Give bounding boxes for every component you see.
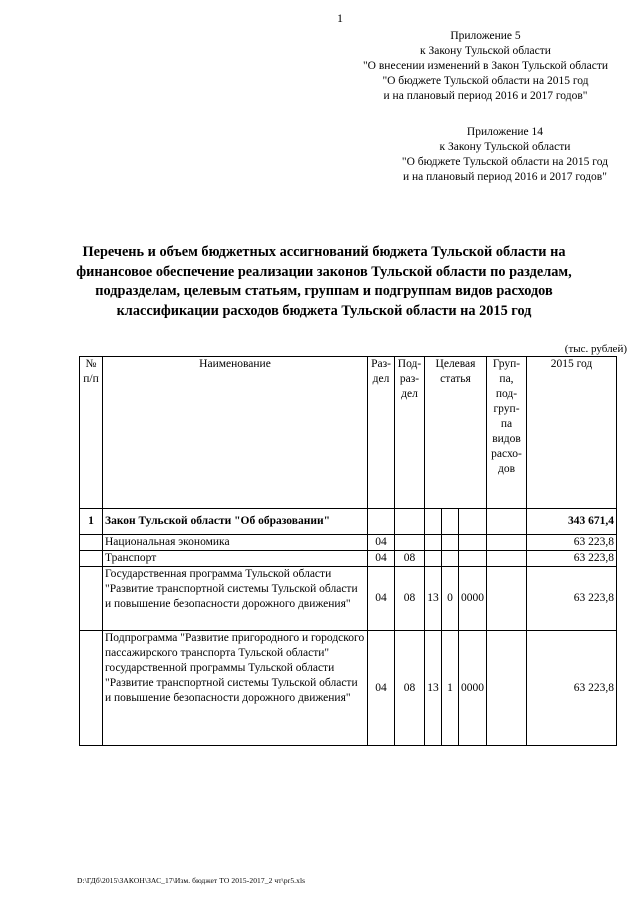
annex-line: "О бюджете Тульской области на 2015 год [401,156,608,168]
cell-name: Транспорт [103,551,368,567]
cell-name: Подпрограмма "Развитие пригородного и городского пассажирского транспорта Тульской области" государственной программы Тульской области "Развитие транспортной системы Тульской области и повышение безопасности дорожного движения" [103,631,368,746]
cell-podrazdel: 08 [395,631,425,746]
cell-amount: 63 223,8 [527,567,617,631]
cell-amount: 63 223,8 [527,535,617,551]
document-title [62,243,586,321]
cell-target-3 [459,535,487,551]
annex-line: "О внесении изменений в Закон Тульской области [362,60,608,72]
cell-target-1 [425,551,442,567]
cell-target-3 [459,509,487,535]
cell-amount: 63 223,8 [527,551,617,567]
cell-group [487,567,527,631]
annex-line: Приложение 5 [450,30,521,42]
annex-14-heading [402,125,608,185]
cell-podrazdel [395,535,425,551]
header-razdel: Раз- дел [368,357,395,509]
cell-target-2: 0 [442,567,459,631]
appropriations-table [79,356,617,746]
header-podrazdel: Под- раз- дел [395,357,425,509]
cell-num [80,535,103,551]
units-label: (тыс. рублей) [564,343,627,355]
cell-razdel: 04 [368,631,395,746]
cell-target-1: 13 [425,567,442,631]
header-name: Наименование [103,357,368,509]
title-line: Перечень и объем бюджетных ассигнований бюджета Тульской области на [82,244,566,260]
annex-line: и на плановый период 2016 и 2017 годов" [383,90,588,102]
header-num: № п/п [80,357,103,509]
table-row [80,509,617,535]
cell-podrazdel: 08 [395,567,425,631]
table-row [80,551,617,567]
table-row [80,535,617,551]
header-group: Груп- па, под- груп- па видов расхо- дов [487,357,527,509]
annex-line: к Закону Тульской области [439,141,571,153]
title-line: классификации расходов бюджета Тульской области на 2015 год [116,302,532,319]
cell-target-2: 1 [442,631,459,746]
title-line: финансовое обеспечение реализации законов Тульской области по разделам, [76,263,572,280]
cell-num: 1 [80,509,103,535]
cell-group [487,551,527,567]
cell-target-2 [442,535,459,551]
table-row [80,567,617,631]
table-row [80,631,617,746]
cell-num [80,631,103,746]
cell-target-2 [442,551,459,567]
annex-line: "О бюджете Тульской области на 2015 год [382,75,589,87]
cell-target-2 [442,509,459,535]
header-year: 2015 год [527,357,617,509]
annex-line: и на плановый период 2016 и 2017 годов" [402,171,607,183]
cell-podrazdel [395,509,425,535]
cell-amount: 343 671,4 [527,509,617,535]
cell-group [487,535,527,551]
header-target: Целевая статья [425,357,487,509]
cell-group [487,509,527,535]
cell-razdel: 04 [368,535,395,551]
cell-razdel: 04 [368,567,395,631]
cell-target-3: 0000 [459,567,487,631]
cell-target-1 [425,535,442,551]
annex-line: к Закону Тульской области [420,45,551,57]
cell-name: Национальная экономика [103,535,368,551]
cell-target-3 [459,551,487,567]
cell-podrazdel: 08 [395,551,425,567]
cell-amount: 63 223,8 [527,631,617,746]
cell-group [487,631,527,746]
cell-num [80,551,103,567]
cell-razdel: 04 [368,551,395,567]
table-header-row [80,357,617,509]
cell-razdel [368,509,395,535]
annex-line: Приложение 14 [466,126,543,138]
cell-target-1 [425,509,442,535]
cell-num [80,567,103,631]
cell-target-1: 13 [425,631,442,746]
page-number: 1 [337,11,343,25]
cell-name: Закон Тульской области "Об образовании" [103,509,368,535]
annex-5-heading [363,29,608,104]
cell-target-3: 0000 [459,631,487,746]
cell-name: Государственная программа Тульской области "Развитие транспортной системы Тульской области и повышение безопасности дорожного движения" [103,567,368,631]
file-path-footer: D:\ГДб\2015\ЗАКОН\ЗАС_17\Изм. бюджет ТО 2015-2017_2 чт\pr5.xls [77,876,306,885]
title-line: подразделам, целевым статьям, группам и подгруппам видов расходов [95,283,553,300]
